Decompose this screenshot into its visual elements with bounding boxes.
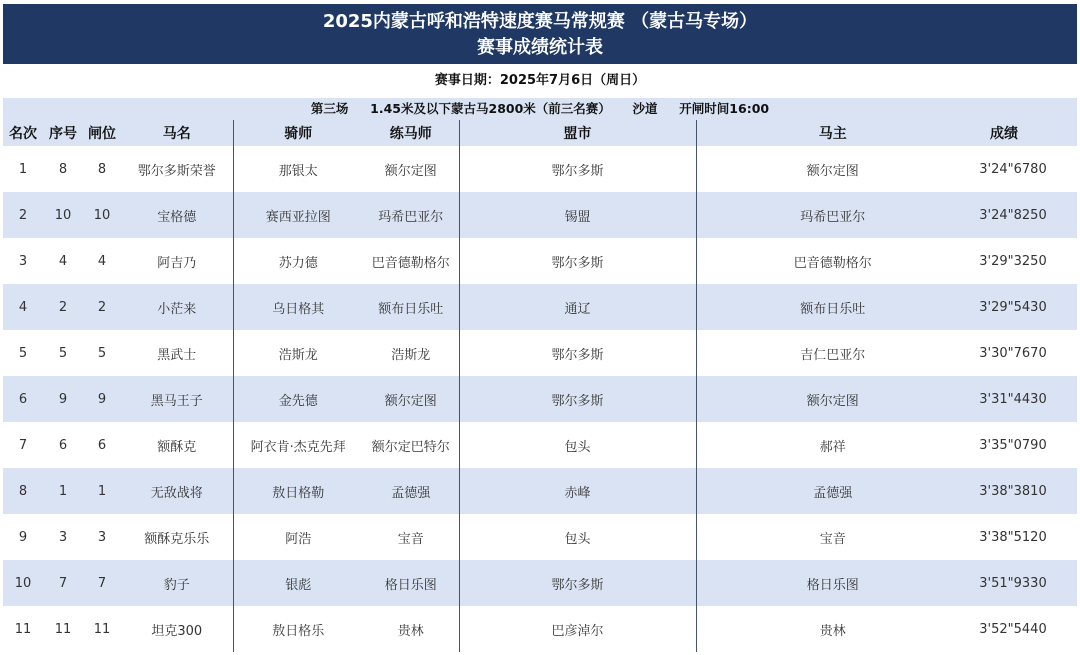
gate-cell: 1 — [97, 483, 107, 499]
league-city-cell: 鄂尔多斯 — [459, 330, 696, 376]
rank-cell: 9 — [18, 529, 28, 545]
gate-cell: 4 — [97, 253, 107, 269]
trainer-cell: 额尔定巴特尔 — [363, 422, 459, 468]
gate-cell: 9 — [97, 391, 107, 407]
header-trainer: 练马师 — [363, 120, 459, 146]
gate-cell: 10 — [93, 207, 111, 223]
table-row — [3, 422, 1077, 468]
number-cell: 5 — [58, 345, 68, 361]
result-cell: 3'38"5120 — [979, 529, 1047, 545]
trainer-cell: 贵林 — [363, 606, 459, 652]
table-row — [3, 192, 1077, 238]
league-city-cell: 鄂尔多斯 — [459, 146, 696, 192]
owner-cell: 巴音德勒格尔 — [793, 255, 872, 271]
horse-cell: 小茫来 — [121, 284, 233, 330]
trainer-cell: 额布日乐吐 — [363, 284, 459, 330]
gate-cell: 5 — [97, 345, 107, 361]
gate-cell: 6 — [97, 437, 107, 453]
league-city-cell: 鄂尔多斯 — [459, 238, 696, 284]
jockey-cell: 赛西亚拉图 — [265, 209, 331, 225]
number-cell: 11 — [54, 621, 72, 637]
horse-cell: 坦克300 — [121, 606, 233, 652]
table-row — [3, 330, 1077, 376]
page-subtitle: 赛事成绩统计表 — [477, 37, 603, 58]
table-header-row — [3, 120, 1077, 146]
header-result: 成绩 — [990, 126, 1018, 142]
trainer-cell: 巴音德勒格尔 — [363, 238, 459, 284]
results-table — [3, 120, 1077, 652]
result-cell: 3'30"7670 — [979, 345, 1047, 361]
jockey-cell: 那银太 — [278, 163, 318, 179]
league-city-cell: 赤峰 — [459, 468, 696, 514]
result-cell: 3'35"0790 — [979, 437, 1047, 453]
gate-cell: 11 — [93, 621, 111, 637]
owner-cell: 额尔定图 — [806, 163, 859, 179]
league-city-cell: 通辽 — [459, 284, 696, 330]
owner-cell: 额尔定图 — [806, 393, 859, 409]
race-date: 赛事日期：2025年7月6日（周日） — [434, 73, 646, 88]
league-city-cell: 鄂尔多斯 — [459, 560, 696, 606]
header-jockey: 骑师 — [284, 126, 313, 142]
gate-cell: 2 — [97, 299, 107, 315]
trainer-cell: 宝音 — [363, 514, 459, 560]
rank-cell: 10 — [14, 575, 32, 591]
horse-cell: 无敌战将 — [121, 468, 233, 514]
rank-cell: 2 — [18, 207, 28, 223]
result-cell: 3'29"5430 — [979, 299, 1047, 315]
rank-cell: 11 — [14, 621, 32, 637]
trainer-cell: 额尔定图 — [363, 146, 459, 192]
rank-cell: 1 — [18, 161, 28, 177]
number-cell: 3 — [58, 529, 68, 545]
league-city-cell: 巴彦淖尔 — [459, 606, 696, 652]
number-cell: 6 — [58, 437, 68, 453]
owner-cell: 吉仁巴亚尔 — [800, 347, 866, 363]
header-rank: 名次 — [9, 126, 37, 142]
title-banner — [3, 4, 1077, 64]
table-row — [3, 606, 1077, 652]
jockey-cell: 敖日格乐 — [272, 623, 325, 639]
page-title: 2025内蒙古呼和浩特速度赛马常规赛 （蒙古马专场） — [322, 11, 758, 32]
jockey-cell: 金先德 — [278, 393, 318, 409]
owner-cell: 孟德强 — [813, 485, 853, 501]
league-city-cell: 包头 — [459, 514, 696, 560]
jockey-cell: 浩斯龙 — [278, 347, 318, 363]
number-cell: 10 — [54, 207, 72, 223]
header-horse: 马名 — [121, 120, 233, 146]
rank-cell: 7 — [18, 437, 28, 453]
jockey-cell: 阿衣肯·杰克先拜 — [250, 439, 346, 455]
owner-cell: 额布日乐吐 — [800, 301, 866, 317]
table-row — [3, 376, 1077, 422]
number-cell: 8 — [58, 161, 68, 177]
table-row — [3, 284, 1077, 330]
header-owner: 马主 — [818, 126, 847, 142]
jockey-cell: 苏力德 — [278, 255, 318, 271]
horse-cell: 豹子 — [121, 560, 233, 606]
rank-cell: 4 — [18, 299, 28, 315]
horse-cell: 鄂尔多斯荣誉 — [121, 146, 233, 192]
jockey-cell: 乌日格其 — [272, 301, 325, 317]
owner-cell: 郝祥 — [819, 439, 846, 455]
horse-cell: 宝格德 — [121, 192, 233, 238]
number-cell: 1 — [58, 483, 68, 499]
horse-cell: 额酥克 — [121, 422, 233, 468]
result-cell: 3'52"5440 — [979, 621, 1047, 637]
result-cell: 3'31"4430 — [979, 391, 1047, 407]
jockey-cell: 银彪 — [285, 577, 312, 593]
number-cell: 4 — [58, 253, 68, 269]
horse-cell: 黑武士 — [121, 330, 233, 376]
table-row — [3, 468, 1077, 514]
rank-cell: 8 — [18, 483, 28, 499]
owner-cell: 玛希巴亚尔 — [800, 209, 866, 225]
result-cell: 3'24"8250 — [979, 207, 1047, 223]
result-cell: 3'38"3810 — [979, 483, 1047, 499]
owner-cell: 宝音 — [819, 531, 846, 547]
gate-cell: 3 — [97, 529, 107, 545]
trainer-cell: 额尔定图 — [363, 376, 459, 422]
result-cell: 3'51"9330 — [979, 575, 1047, 591]
rank-cell: 5 — [18, 345, 28, 361]
number-cell: 9 — [58, 391, 68, 407]
trainer-cell: 浩斯龙 — [363, 330, 459, 376]
owner-cell: 格日乐图 — [806, 577, 859, 593]
league-city-cell: 鄂尔多斯 — [459, 376, 696, 422]
number-cell: 7 — [58, 575, 68, 591]
header-number: 序号 — [49, 126, 77, 142]
table-row — [3, 560, 1077, 606]
jockey-cell: 敖日格勒 — [272, 485, 325, 501]
horse-cell: 黑马王子 — [121, 376, 233, 422]
rank-cell: 3 — [18, 253, 28, 269]
gate-cell: 7 — [97, 575, 107, 591]
trainer-cell: 玛希巴亚尔 — [363, 192, 459, 238]
race-info: 第三场 1.45米及以下蒙古马2800米（前三名赛） 沙道 开闸时间16:00 — [3, 98, 1077, 120]
result-cell: 3'24"6780 — [979, 161, 1047, 177]
gate-cell: 8 — [97, 161, 107, 177]
trainer-cell: 孟德强 — [363, 468, 459, 514]
table-row — [3, 238, 1077, 284]
header-league-city: 盟市 — [459, 120, 696, 146]
horse-cell: 额酥克乐乐 — [121, 514, 233, 560]
owner-cell: 贵林 — [819, 623, 846, 639]
header-gate: 闸位 — [88, 126, 116, 142]
horse-cell: 阿吉乃 — [121, 238, 233, 284]
league-city-cell: 包头 — [459, 422, 696, 468]
number-cell: 2 — [58, 299, 68, 315]
league-city-cell: 锡盟 — [459, 192, 696, 238]
jockey-cell: 阿浩 — [285, 531, 312, 547]
result-cell: 3'29"3250 — [979, 253, 1047, 269]
rank-cell: 6 — [18, 391, 28, 407]
table-row — [3, 514, 1077, 560]
trainer-cell: 格日乐图 — [363, 560, 459, 606]
table-row — [3, 146, 1077, 192]
